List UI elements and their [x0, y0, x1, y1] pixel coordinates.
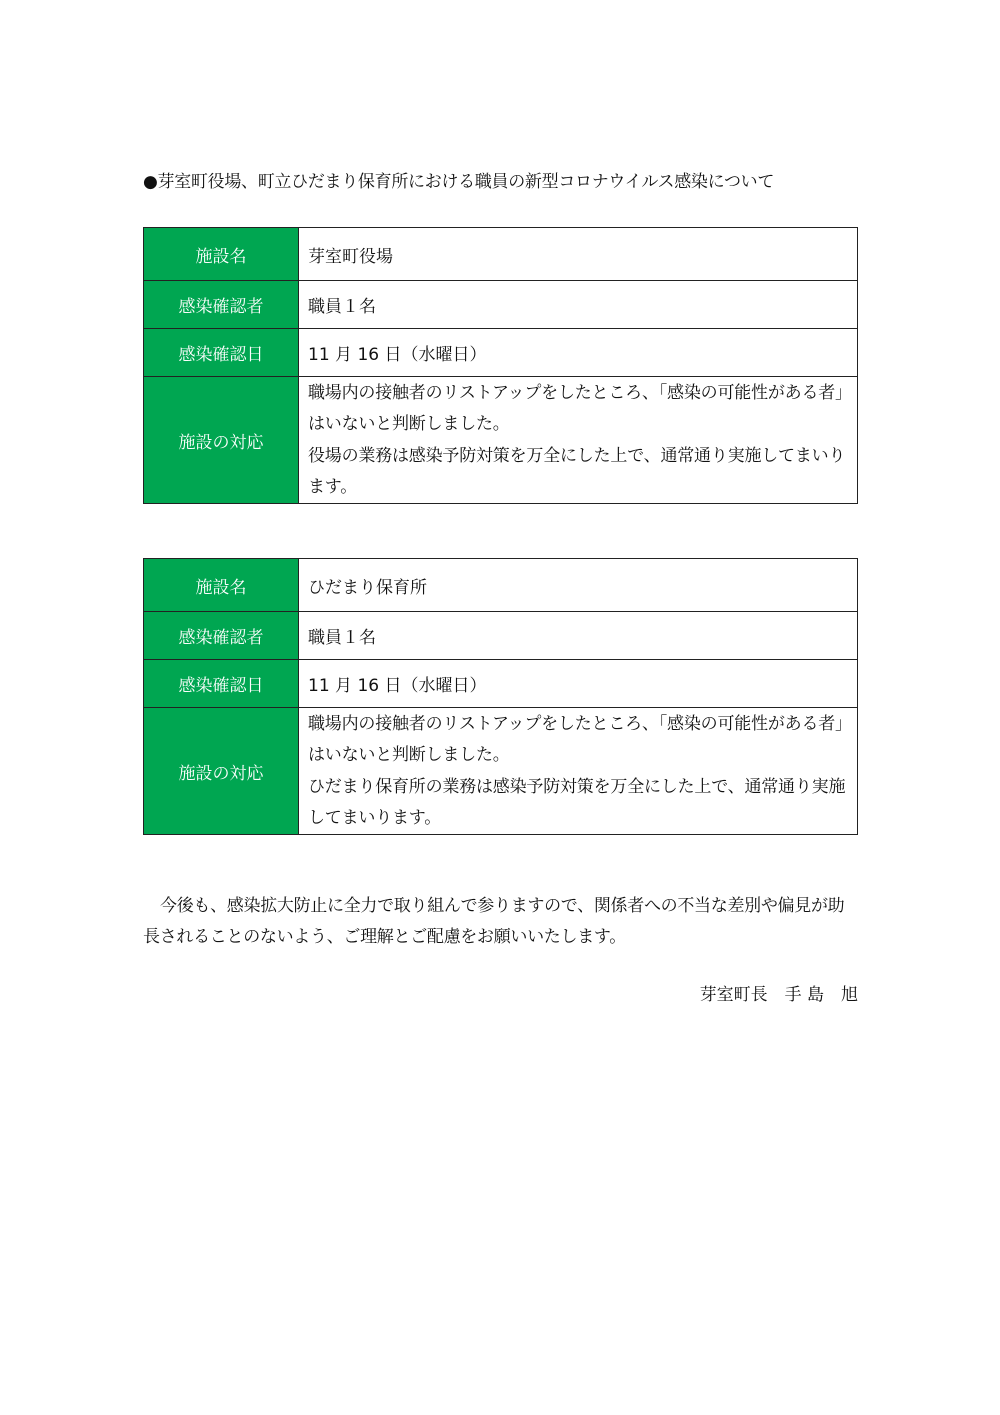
infected-count-value: 職員１名 [299, 281, 858, 329]
closing-paragraph: 今後も、感染拡大防止に全力で取り組んで参りますので、関係者への不当な差別や偏見が助長されることのないよう、ご理解とご配慮をお願いいたします。 [143, 896, 845, 947]
table-row [144, 660, 858, 708]
response-value [299, 708, 858, 835]
facility-table-nursery [143, 558, 858, 835]
table-row [144, 559, 858, 612]
facility-name-label: 施設名 [144, 559, 299, 612]
page-title: ●芽室町役場、町立ひだまり保育所における職員の新型コロナウイルス感染について [143, 172, 775, 192]
response-value [299, 377, 858, 504]
response-text: 職場内の接触者のリストアップをしたところ、「感染の可能性がある者」はいないと判断しました。 [308, 714, 844, 765]
confirmed-date-label: 感染確認日 [144, 329, 299, 377]
infected-count-label: 感染確認者 [144, 281, 299, 329]
response-text-2: 役場の業務は感染予防対策を万全にした上で、通常通り実施してまいります。 [308, 446, 846, 497]
response-label: 施設の対応 [144, 708, 299, 835]
table-row [144, 281, 858, 329]
table-row [144, 612, 858, 660]
facility-name-label: 施設名 [144, 228, 299, 281]
response-label: 施設の対応 [144, 377, 299, 504]
confirmed-date-label: 感染確認日 [144, 660, 299, 708]
facility-name-value: ひだまり保育所 [299, 559, 858, 612]
confirmed-date-value: 11 月 16 日（水曜日） [299, 660, 858, 708]
response-text: 職場内の接触者のリストアップをしたところ、「感染の可能性がある者」はいないと判断しました。 [308, 383, 844, 434]
table-row [144, 228, 858, 281]
response-text-2: ひだまり保育所の業務は感染予防対策を万全にした上で、通常通り実施してまいります。 [308, 777, 846, 828]
confirmed-date-value: 11 月 16 日（水曜日） [299, 329, 858, 377]
table-row [144, 329, 858, 377]
table-row [144, 708, 858, 835]
facility-table-town-office [143, 227, 858, 504]
infected-count-label: 感染確認者 [144, 612, 299, 660]
infected-count-value: 職員１名 [299, 612, 858, 660]
facility-name-value: 芽室町役場 [299, 228, 858, 281]
signature: 芽室町長 手 島 旭 [699, 985, 858, 1005]
table-row [144, 377, 858, 504]
